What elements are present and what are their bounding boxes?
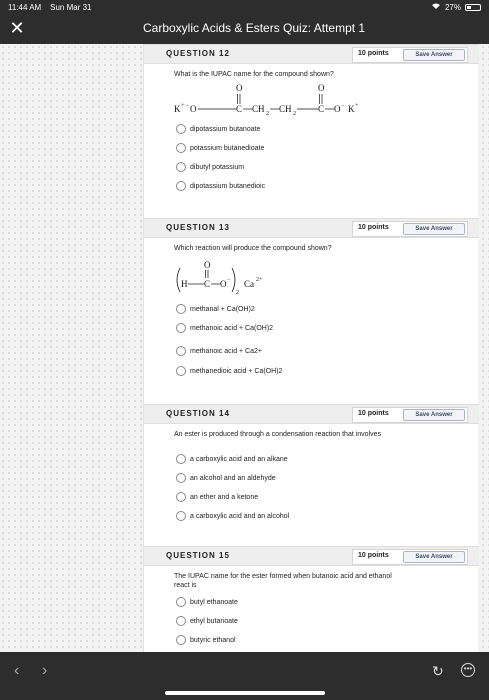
calcium: Ca bbox=[244, 279, 254, 289]
status-date: Sun Mar 31 bbox=[50, 2, 92, 12]
carbon: C bbox=[204, 279, 211, 289]
option-label: methanal + Ca(OH)2 bbox=[190, 305, 255, 313]
option-methanal-calcium-hydroxide[interactable] bbox=[176, 304, 255, 314]
points-value: 10 points bbox=[358, 410, 389, 417]
option-dipotassium-butanedioic[interactable] bbox=[176, 181, 265, 191]
option-methanoic-acid-calcium-hydroxide[interactable] bbox=[176, 323, 273, 333]
carbon-right: C bbox=[318, 104, 325, 114]
option-label: potassium butanedioate bbox=[190, 144, 265, 152]
radio-button[interactable] bbox=[176, 143, 186, 153]
oxygen-right-charge: − bbox=[341, 103, 345, 109]
option-dibutyl-potassium[interactable] bbox=[176, 162, 244, 172]
back-icon[interactable]: ‹ bbox=[14, 662, 20, 679]
calcium-charge: 2+ bbox=[256, 277, 263, 283]
question-14-header bbox=[144, 404, 479, 424]
wifi-icon bbox=[431, 2, 441, 12]
page-title: Carboxylic Acids & Esters Quiz: Attempt 1 bbox=[143, 21, 366, 35]
option-label: butyl ethanoate bbox=[190, 598, 238, 606]
save-answer-button[interactable]: Save Answer bbox=[403, 49, 465, 61]
option-label: methanoic acid + Ca(OH)2 bbox=[190, 324, 274, 332]
radio-button[interactable] bbox=[176, 181, 186, 191]
quiz-content[interactable] bbox=[0, 44, 489, 652]
potassium-right: K bbox=[348, 104, 355, 114]
option-label: a carboxylic acid and an alcohol bbox=[190, 512, 290, 520]
option-methanedioic-acid-calcium-hydroxide[interactable] bbox=[176, 366, 282, 376]
status-right bbox=[431, 2, 481, 12]
points-value: 10 points bbox=[358, 50, 389, 57]
question-text: An ester is produced through a condensation reaction that involves bbox=[174, 431, 382, 438]
option-alcohol-aldehyde[interactable] bbox=[176, 473, 276, 483]
points-box bbox=[352, 549, 468, 565]
option-label: methanoic acid + Ca2+ bbox=[190, 347, 262, 355]
radio-button[interactable] bbox=[176, 454, 186, 464]
radio-button[interactable] bbox=[176, 366, 186, 376]
option-dipotassium-butanoate[interactable] bbox=[176, 124, 260, 134]
oxygen: O bbox=[220, 279, 227, 289]
option-label: dipotassium butanoate bbox=[190, 125, 261, 133]
hydrogen: H bbox=[181, 279, 188, 289]
status-time: 11:44 AM bbox=[8, 2, 42, 12]
methylene-a-subscript: 2 bbox=[266, 111, 269, 117]
question-15-header bbox=[144, 546, 479, 566]
radio-button[interactable] bbox=[176, 635, 186, 645]
question-label: QUESTION 12 bbox=[166, 49, 230, 58]
option-label: an ether and a ketone bbox=[190, 493, 259, 501]
option-butyl-ethanoate[interactable] bbox=[176, 597, 238, 607]
oxygen-left: O bbox=[190, 104, 197, 114]
option-carboxylic-acid-alkane[interactable] bbox=[176, 454, 288, 464]
oxygen-right: O bbox=[334, 104, 341, 114]
radio-button[interactable] bbox=[176, 162, 186, 172]
option-label: ethyl butanoate bbox=[190, 617, 238, 625]
battery-icon bbox=[465, 4, 481, 11]
bottom-toolbar bbox=[0, 652, 489, 700]
radio-button[interactable] bbox=[176, 473, 186, 483]
methylene-b: CH bbox=[279, 104, 292, 114]
status-time-date bbox=[8, 3, 92, 12]
oxygen-charge: − bbox=[227, 277, 231, 283]
points-box bbox=[352, 47, 468, 63]
save-answer-button[interactable]: Save Answer bbox=[403, 223, 465, 235]
status-bar bbox=[0, 0, 489, 14]
question-text: What is the IUPAC name for the compound shown? bbox=[174, 71, 334, 78]
question-text: Which reaction will produce the compound shown? bbox=[174, 245, 332, 252]
option-ether-ketone[interactable] bbox=[176, 492, 258, 502]
quiz-sheet bbox=[143, 44, 478, 652]
question-label: QUESTION 13 bbox=[166, 223, 230, 232]
close-button[interactable] bbox=[8, 18, 26, 38]
oxygen-left-charge: − bbox=[186, 103, 190, 109]
question-12-header bbox=[144, 44, 479, 64]
option-label: dibutyl potassium bbox=[190, 163, 245, 171]
option-label: butyric ethanol bbox=[190, 636, 236, 644]
radio-button[interactable] bbox=[176, 597, 186, 607]
structure-calcium-methanoate bbox=[174, 254, 334, 298]
carbonyl-oxygen-right: O bbox=[318, 83, 325, 93]
question-text: The IUPAC name for the ester formed when butanoic acid and ethanol react is bbox=[174, 573, 392, 589]
points-value: 10 points bbox=[358, 224, 389, 231]
potassium-left: K bbox=[174, 104, 181, 114]
radio-button[interactable] bbox=[176, 511, 186, 521]
home-indicator bbox=[165, 691, 325, 695]
option-potassium-butanedioate[interactable] bbox=[176, 143, 264, 153]
close-icon: ✕ bbox=[9, 18, 25, 38]
methylene-b-subscript: 2 bbox=[293, 111, 296, 117]
reload-icon[interactable]: ↻ bbox=[432, 663, 444, 679]
save-answer-button[interactable]: Save Answer bbox=[403, 551, 465, 563]
radio-button[interactable] bbox=[176, 304, 186, 314]
battery-percent: 27% bbox=[444, 2, 461, 12]
option-label: an alcohol and an aldehyde bbox=[190, 474, 276, 482]
radio-button[interactable] bbox=[176, 616, 186, 626]
option-carboxylic-acid-alcohol[interactable] bbox=[176, 511, 289, 521]
points-box bbox=[352, 221, 468, 237]
potassium-left-charge: + bbox=[181, 103, 185, 109]
question-label: QUESTION 15 bbox=[166, 551, 230, 560]
top-bar bbox=[0, 14, 489, 44]
carbon-left: C bbox=[236, 104, 243, 114]
carbonyl-oxygen: O bbox=[204, 260, 211, 270]
points-box bbox=[352, 407, 468, 423]
points-value: 10 points bbox=[358, 552, 389, 559]
radio-button[interactable] bbox=[176, 323, 186, 333]
radio-button[interactable] bbox=[176, 124, 186, 134]
option-methanoic-acid-calcium-ion[interactable] bbox=[176, 346, 262, 356]
save-answer-button[interactable]: Save Answer bbox=[403, 409, 465, 421]
methylene-a: CH bbox=[252, 104, 265, 114]
more-icon[interactable]: ••• bbox=[461, 663, 475, 677]
subscript-two: 2 bbox=[236, 290, 239, 296]
question-13-header bbox=[144, 218, 479, 238]
radio-button[interactable] bbox=[176, 492, 186, 502]
option-ethyl-butanoate[interactable] bbox=[176, 616, 238, 626]
forward-icon[interactable]: › bbox=[42, 662, 48, 679]
option-butyric-ethanol[interactable] bbox=[176, 635, 236, 645]
carbonyl-oxygen-left: O bbox=[236, 83, 243, 93]
structure-dipotassium-butanedioate bbox=[174, 82, 404, 120]
option-label: dipotassium butanedioic bbox=[190, 182, 266, 190]
question-label: QUESTION 14 bbox=[166, 409, 230, 418]
option-label: a carboxylic acid and an alkane bbox=[190, 455, 288, 463]
option-label: methanedioic acid + Ca(OH)2 bbox=[190, 367, 283, 375]
potassium-right-charge: + bbox=[355, 103, 359, 109]
radio-button[interactable] bbox=[176, 346, 186, 356]
